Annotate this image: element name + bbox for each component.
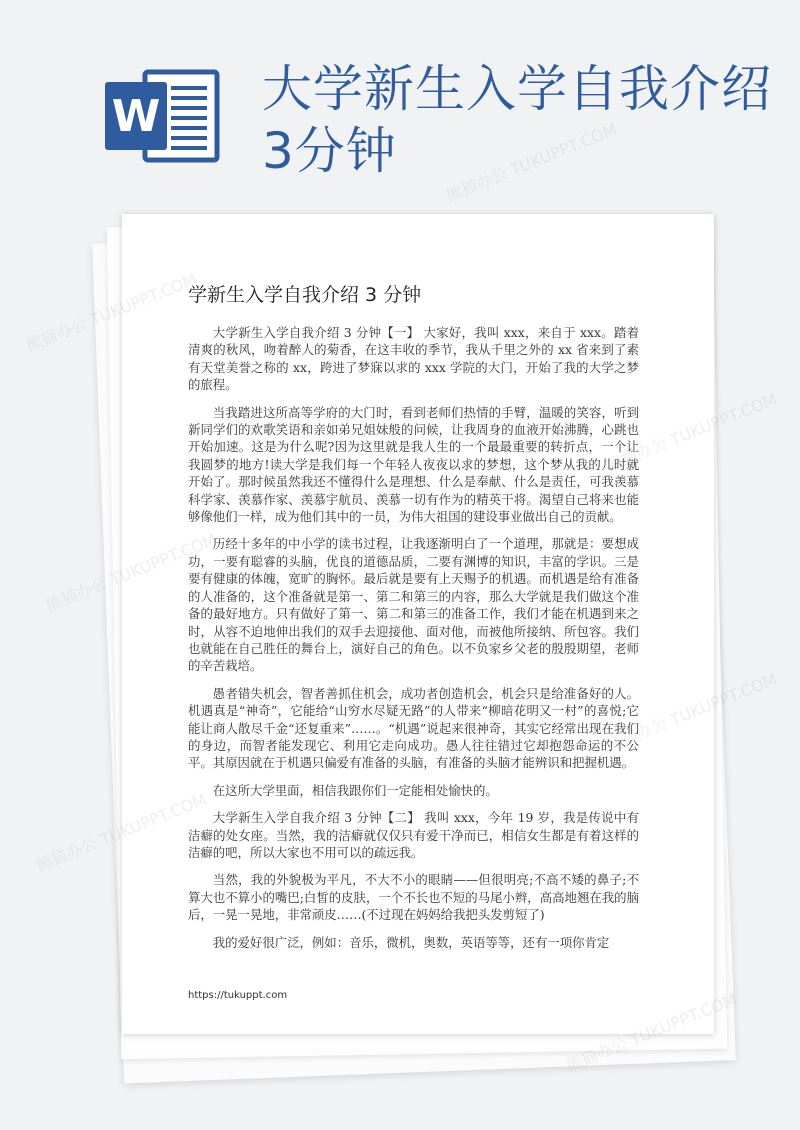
document-body: [188, 324, 639, 961]
footer-url: https://tukuppt.com: [188, 990, 288, 1001]
paragraph: 我的爱好很广泛，例如：音乐，微机，奥数，英语等等，还有一项你肯定: [212, 934, 610, 950]
paragraph: 大学新生入学自我介绍 3 分钟【一】 大家好，我叫 xxx，来自于 xxx。踏着清爽的秋风，吻着醉人的菊香，在这丰收的季节，我从千里之外的 xx 省来到了素有天堂美誉之称的 xx，跨进了梦寐以求的 xxx 学院的大门，开始了我的大学之梦的旅程。: [188, 325, 639, 393]
watermark: 熊猫办公: [23, 313, 90, 356]
watermark: 熊猫办公: [33, 833, 100, 876]
document-page: [122, 214, 714, 1034]
paragraph: 当我踏进这所高等学府的大门时，看到老师们热情的手臂，温暖的笑容，听到新同学们的欢歌笑语和亲如弟兄姐妹般的问候，让我周身的血液开始沸腾，心跳也开始加速。这是为什么呢?因为这里就是我人生的一个最最重要的转折点，一个让我圆梦的地方!读大学是我们每一个年轻人夜夜以求的梦想，这个梦从我的儿时就开始了。那时候虽然我还不懂得什么是理想、什么是奉献、什么是责任，可我羡慕科学家、羡慕作家、羡慕宇航员、羡慕一切有作为的精英干将。渴望自己将来也能够像他们一样，成为他们其中的一员，为伟大祖国的建设事业做出自己的贡献。: [188, 404, 639, 525]
paragraph: 历经十多年的中小学的读书过程，让我逐渐明白了一个道理，那就是：要想成功，一要有聪睿的头脑，优良的道德品质，二要有渊博的知识，丰富的学识。三是要有健康的体魄，宽旷的胸怀。最后就是要有上天赐予的机遇。而机遇是给有准备的人准备的，这个准备就是第一、第二和第三的内容，那么大学就是我们做这个准备的最好地方。只有做好了第一、第二和第三的准备工作，我们才能在机遇到来之时，从容不迫地伸出我们的双手去迎接他、面对他，而被他所接纳、所包容。我们也就能在自己胜任的舞台上，演好自己的角色。以不负家乡父老的殷殷期望，老师的辛苦栽培。: [188, 536, 639, 674]
paragraph: 当然，我的外貌极为平凡，不大不小的眼睛——但很明亮;不高不矮的鼻子;不算大也不算小的嘴巴;白皙的皮肤，一个不长也不短的马尾小辫，高高地翘在我的脑后，一晃一晃地，非常顽皮……(不过现在妈妈给我把头发剪短了): [188, 872, 639, 923]
watermark: 熊猫办公 TUKUPPT.COM: [443, 119, 620, 206]
paragraph: 在这所大学里面，相信我跟你们一定能相处愉快的。: [212, 782, 498, 798]
watermark: 熊猫办公: [43, 573, 110, 616]
word-icon-letter: W: [111, 91, 161, 142]
header: [0, 0, 800, 200]
watermark: TUKUPPT.COM: [667, 389, 780, 450]
paragraph: 大学新生入学自我介绍 3 分钟【二】 我叫 xxx，今年 19 岁，我是传说中有洁癖的处女座。当然，我的洁癖就仅仅只有爱干净而已，相信女生都是有着这样的洁癖的吧，所以大家也不用可以的疏远我。: [188, 810, 639, 860]
word-document-icon: [103, 68, 221, 164]
paragraph: 愚者错失机会，智者善抓住机会，成功者创造机会，机会只是给准备好的人。机遇真是“神奇”，它能给“山穷水尽疑无路”的人带来“柳暗花明又一村”的喜悦;它能让商人散尽千金“还复重来”……。“机遇”说起来很神奇，其实它经常出现在我们的身边，而智者能发现它、利用它走向成功。愚人往往错过它却抱怨命运的不公平。其原因就在于机遇只偏爱有准备的头脑，有准备的头脑才能辨识和把握机遇。: [188, 685, 639, 771]
watermark: TUKUPPT.COM: [667, 669, 780, 730]
document-title: 学新生入学自我介绍 3 分钟: [188, 284, 422, 306]
page-title: 大学新生入学自我介绍3分钟: [262, 60, 772, 180]
